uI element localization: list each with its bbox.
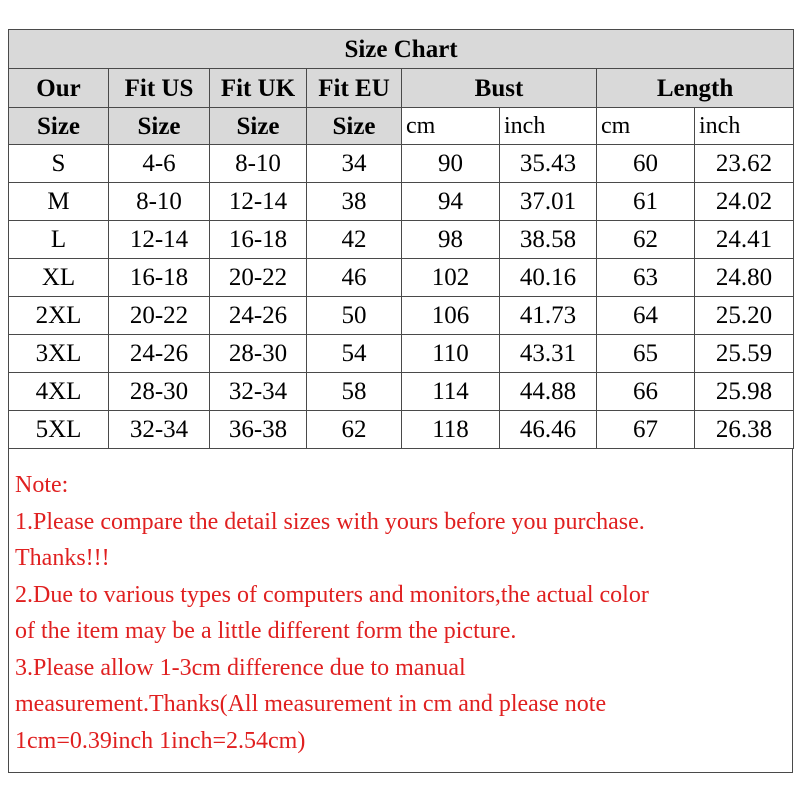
cell-length-cm: 61 xyxy=(597,183,695,221)
cell-fit-uk: 36-38 xyxy=(210,411,307,449)
size-rows xyxy=(9,145,794,449)
cell-fit-eu: 42 xyxy=(307,221,402,259)
note-line: Thanks!!! xyxy=(15,545,110,571)
cell-fit-eu: 34 xyxy=(307,145,402,183)
cell-our-size: 5XL xyxy=(9,411,109,449)
cell-length-inch: 25.98 xyxy=(695,373,794,411)
note-line: measurement.Thanks(All measurement in cm and please note xyxy=(15,691,607,717)
header-fit-us-line2: Size xyxy=(109,108,210,145)
cell-fit-eu: 54 xyxy=(307,335,402,373)
note-line: 1cm=0.39inch 1inch=2.54cm) xyxy=(15,727,306,754)
cell-fit-eu: 62 xyxy=(307,411,402,449)
cell-bust-cm: 110 xyxy=(402,335,500,373)
cell-bust-inch: 38.58 xyxy=(500,221,597,259)
cell-fit-uk: 8-10 xyxy=(210,145,307,183)
size-chart-table xyxy=(8,29,794,449)
table-row xyxy=(9,145,794,183)
header-our-size-line2: Size xyxy=(9,108,109,145)
table-row xyxy=(9,411,794,449)
cell-length-inch: 24.80 xyxy=(695,259,794,297)
cell-bust-inch: 46.46 xyxy=(500,411,597,449)
cell-fit-uk: 12-14 xyxy=(210,183,307,221)
cell-length-inch: 25.20 xyxy=(695,297,794,335)
cell-length-inch: 24.02 xyxy=(695,183,794,221)
header-our-size-line1: Our xyxy=(9,69,109,108)
cell-our-size: 3XL xyxy=(9,335,109,373)
length-unit-cm: cm xyxy=(597,108,695,145)
cell-fit-eu: 46 xyxy=(307,259,402,297)
table-row xyxy=(9,221,794,259)
note-line: 3.Please allow 1-3cm difference due to manual xyxy=(15,654,466,681)
header-fit-uk-line2: Size xyxy=(210,108,307,145)
cell-bust-cm: 114 xyxy=(402,373,500,411)
cell-fit-us: 12-14 xyxy=(109,221,210,259)
cell-bust-inch: 37.01 xyxy=(500,183,597,221)
table-row xyxy=(9,259,794,297)
cell-length-cm: 64 xyxy=(597,297,695,335)
table-row xyxy=(9,297,794,335)
cell-length-cm: 65 xyxy=(597,335,695,373)
cell-bust-inch: 44.88 xyxy=(500,373,597,411)
chart-title: Size Chart xyxy=(9,30,794,69)
cell-bust-inch: 41.73 xyxy=(500,297,597,335)
cell-fit-us: 20-22 xyxy=(109,297,210,335)
cell-length-cm: 63 xyxy=(597,259,695,297)
notes-section xyxy=(8,449,793,773)
cell-length-inch: 23.62 xyxy=(695,145,794,183)
cell-length-cm: 62 xyxy=(597,221,695,259)
cell-bust-inch: 35.43 xyxy=(500,145,597,183)
table-row xyxy=(9,183,794,221)
cell-bust-cm: 98 xyxy=(402,221,500,259)
header-fit-uk-line1: Fit UK xyxy=(210,69,307,108)
cell-fit-us: 16-18 xyxy=(109,259,210,297)
cell-fit-uk: 16-18 xyxy=(210,221,307,259)
note-line: of the item may be a little different form the picture. xyxy=(15,618,517,644)
header-length: Length xyxy=(597,69,794,108)
note-line: 1.Please compare the detail sizes with yours before you purchase. xyxy=(15,508,645,535)
cell-length-cm: 67 xyxy=(597,411,695,449)
table-row xyxy=(9,373,794,411)
cell-bust-cm: 102 xyxy=(402,259,500,297)
cell-fit-us: 32-34 xyxy=(109,411,210,449)
cell-our-size: M xyxy=(9,183,109,221)
cell-fit-uk: 28-30 xyxy=(210,335,307,373)
cell-fit-us: 4-6 xyxy=(109,145,210,183)
cell-length-inch: 24.41 xyxy=(695,221,794,259)
cell-length-cm: 66 xyxy=(597,373,695,411)
cell-bust-cm: 118 xyxy=(402,411,500,449)
bust-unit-cm: cm xyxy=(402,108,500,145)
note-line: 2.Due to various types of computers and monitors,the actual color xyxy=(15,581,649,608)
cell-bust-inch: 40.16 xyxy=(500,259,597,297)
cell-fit-us: 28-30 xyxy=(109,373,210,411)
header-fit-eu-line1: Fit EU xyxy=(307,69,402,108)
cell-our-size: XL xyxy=(9,259,109,297)
cell-fit-us: 8-10 xyxy=(109,183,210,221)
cell-length-cm: 60 xyxy=(597,145,695,183)
cell-fit-us: 24-26 xyxy=(109,335,210,373)
bust-unit-inch: inch xyxy=(500,108,597,145)
cell-fit-eu: 38 xyxy=(307,183,402,221)
cell-bust-cm: 94 xyxy=(402,183,500,221)
cell-fit-eu: 50 xyxy=(307,297,402,335)
cell-bust-cm: 90 xyxy=(402,145,500,183)
cell-fit-eu: 58 xyxy=(307,373,402,411)
length-unit-inch: inch xyxy=(695,108,794,145)
cell-length-inch: 25.59 xyxy=(695,335,794,373)
header-fit-eu-line2: Size xyxy=(307,108,402,145)
cell-fit-uk: 24-26 xyxy=(210,297,307,335)
cell-length-inch: 26.38 xyxy=(695,411,794,449)
cell-our-size: 4XL xyxy=(9,373,109,411)
cell-fit-uk: 32-34 xyxy=(210,373,307,411)
cell-our-size: S xyxy=(9,145,109,183)
header-fit-us-line1: Fit US xyxy=(109,69,210,108)
header-bust: Bust xyxy=(402,69,597,108)
cell-fit-uk: 20-22 xyxy=(210,259,307,297)
cell-bust-cm: 106 xyxy=(402,297,500,335)
cell-bust-inch: 43.31 xyxy=(500,335,597,373)
table-row xyxy=(9,335,794,373)
cell-our-size: L xyxy=(9,221,109,259)
cell-our-size: 2XL xyxy=(9,297,109,335)
note-heading: Note: xyxy=(15,472,69,498)
